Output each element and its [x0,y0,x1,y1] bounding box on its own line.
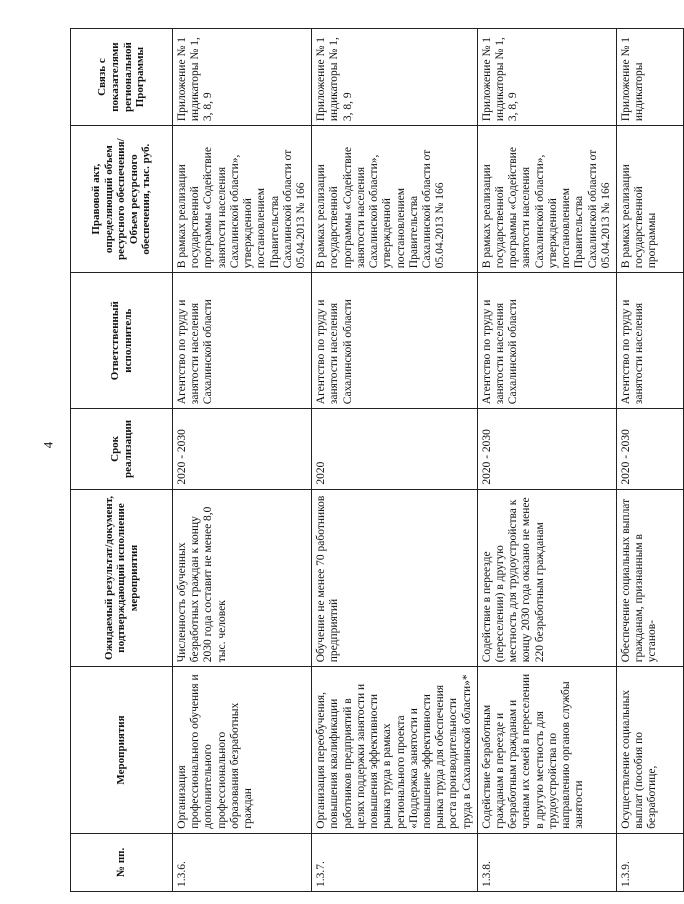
header-num: № пп. [71,833,173,891]
table-row [312,29,478,892]
cell-term: 2020 - 2030 [173,409,312,489]
cell-responsible: Агентство по труду и занятости населения [617,273,684,409]
activities-table [70,28,684,892]
cell-legal: В рамках реализации государственной программы [617,126,684,273]
cell-link: Приложение № 1 индикаторы № 1, 3, 8, 9 [312,29,478,126]
cell-result: Содействие в переезде (переселении) в другую местность для трудоустройства к концу 2030 года оказано не менее 220 безработным гражданам [477,489,616,667]
cell-term: 2020 - 2030 [617,409,684,489]
cell-num: 1.3.7. [312,833,478,891]
cell-num: 1.3.8. [477,833,616,891]
cell-activity: Организация профессионального обучения и дополнительного профессионального образования безработных граждан [173,667,312,833]
cell-legal: В рамках реализации государственной программы «Содействие занятости населения Сахалинской области», утвержденной постановлением Правительства Сахалинской области от 05.04.2013 № 166 [173,126,312,273]
cell-result: Численность обученных безработных граждан к концу 2030 года составит не менее 8,0 тыс. человек [173,489,312,667]
header-activity: Мероприятия [71,667,173,833]
cell-responsible: Агентство по труду и занятости населения Сахалинской области [173,273,312,409]
page-number: 4 [40,441,56,449]
cell-link: Приложение № 1 индикаторы № 1, 3, 8, 9 [477,29,616,126]
cell-num: 1.3.9. [617,833,684,891]
table-header-row [71,29,173,892]
cell-responsible: Агентство по труду и занятости населения Сахалинской области [477,273,616,409]
header-link: Связь с показателями региональной Программы [71,29,173,126]
cell-result: Обучение не менее 70 работников предприятий [312,489,478,667]
header-legal: Правовой акт, определяющий объем ресурсного обеспечения/Объем ресурсного обеспечения, тыс. руб. [71,126,173,273]
header-result: Ожидаемый результат/документ, подтверждающий исполнение мероприятия [71,489,173,667]
cell-legal: В рамках реализации государственной программы «Содействие занятости населения Сахалинской области», утвержденной постановлением Правительства Сахалинской области от 05.04.2013 № 166 [477,126,616,273]
header-responsible: Ответственный исполнитель [71,273,173,409]
cell-link: Приложение № 1 индикаторы № 1, 3, 8, 9 [173,29,312,126]
cell-term: 2020 [312,409,478,489]
cell-num: 1.3.6. [173,833,312,891]
cell-responsible: Агентство по труду и занятости населения Сахалинской области [312,273,478,409]
cell-activity: Организация переобучения, повышения квалификации работников предприятий в целях поддержки занятости и повышения эффективности рынка труда в рамках регионального проекта «Поддержка занятости и повышение эффективности рынка труда для обеспечения роста производительности труда в Сахалинской области»* [312,667,478,833]
table-row [617,29,684,892]
header-term: Срок реализации [71,409,173,489]
table-row [477,29,616,892]
rotated-table-container [70,28,659,892]
cell-result: Обеспечение социальных выплат гражданам, признанным в установ- [617,489,684,667]
cell-term: 2020 - 2030 [477,409,616,489]
cell-link: Приложение № 1 индикаторы [617,29,684,126]
cell-activity: Содействие безработным гражданам в переезде и безработным гражданам и членам их семей в переселении в другую местность для трудоустройства по направлению органов службы занятости [477,667,616,833]
table-row [173,29,312,892]
cell-activity: Осуществление социальных выплат (пособия по безработице, [617,667,684,833]
cell-legal: В рамках реализации государственной программы «Содействие занятости населения Сахалинской области», утвержденной постановлением Правительства Сахалинской области от 05.04.2013 № 166 [312,126,478,273]
